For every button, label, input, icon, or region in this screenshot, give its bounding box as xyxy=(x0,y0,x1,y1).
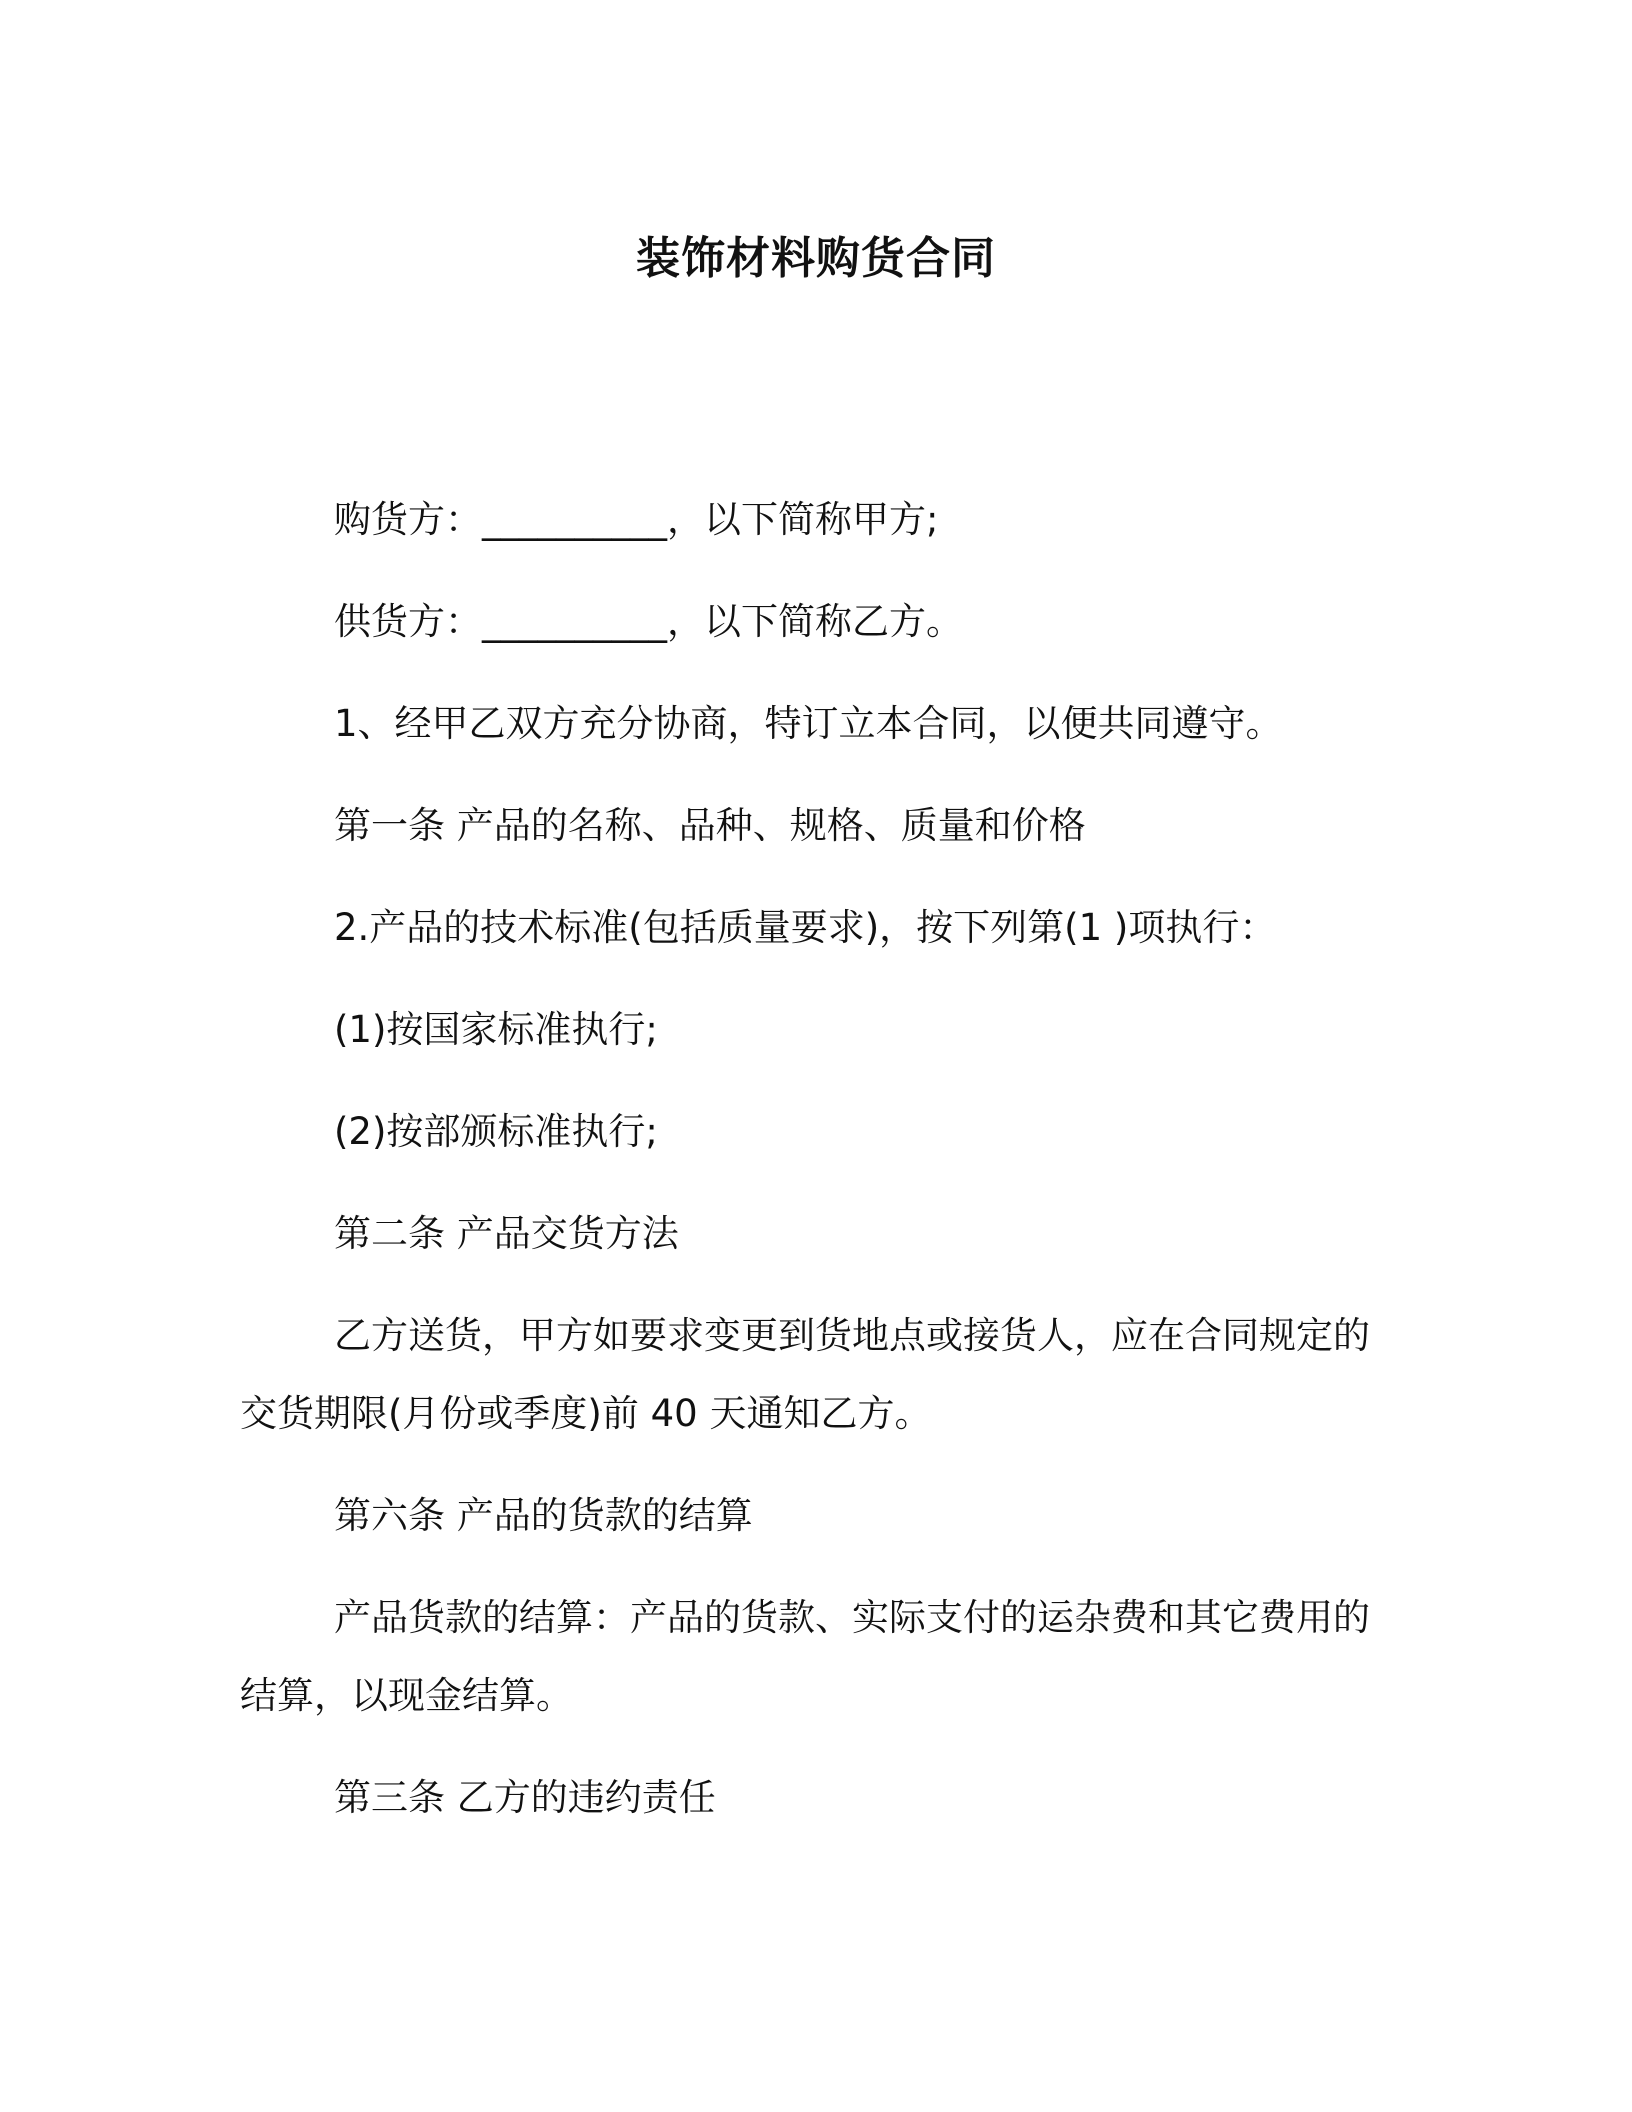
clause-1: 1、经甲乙双方充分协商，特订立本合同，以便共同遵守。 xyxy=(334,702,1283,745)
article-6-heading: 第六条 产品的货款的结算 xyxy=(334,1494,753,1537)
standard-option-2: (2)按部颁标准执行; xyxy=(334,1110,658,1153)
article-2-heading: 第二条 产品交货方法 xyxy=(334,1212,679,1255)
clause-2: 2.产品的技术标准(包括质量要求)，按下列第(1 )项执行： xyxy=(334,906,1277,949)
article-3-heading: 第三条 乙方的违约责任 xyxy=(334,1776,716,1819)
settlement-paragraph-line-2: 结算，以现金结算。 xyxy=(240,1674,573,1717)
settlement-paragraph-line-1: 产品货款的结算：产品的货款、实际支付的运杂费和其它费用的 xyxy=(334,1596,1370,1639)
standard-option-1: (1)按国家标准执行; xyxy=(334,1008,658,1051)
delivery-paragraph-line-1: 乙方送货，甲方如要求变更到货地点或接货人，应在合同规定的 xyxy=(334,1314,1370,1357)
article-1-heading: 第一条 产品的名称、品种、规格、质量和价格 xyxy=(334,804,1086,847)
delivery-paragraph-line-2: 交货期限(月份或季度)前 40 天通知乙方。 xyxy=(240,1392,932,1435)
document-title: 装饰材料购货合同 xyxy=(636,233,996,284)
supplier-line: 供货方：__________，以下简称乙方。 xyxy=(334,600,963,643)
buyer-line: 购货方：__________，以下简称甲方; xyxy=(334,498,939,541)
